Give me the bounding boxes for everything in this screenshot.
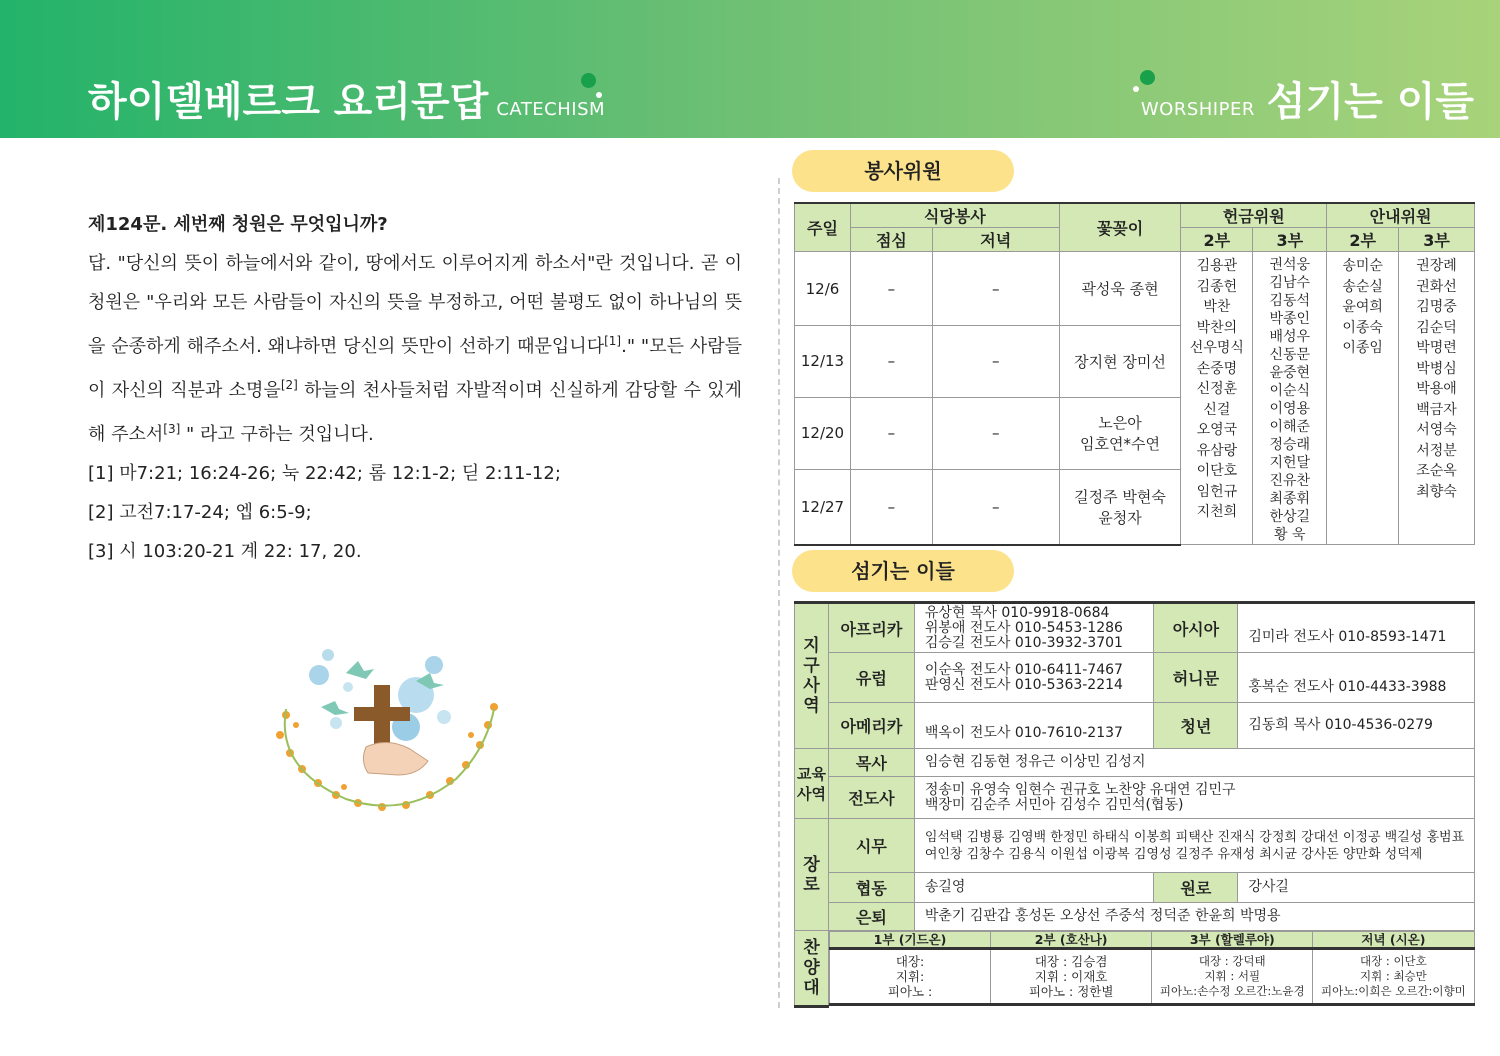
- asia-info: 김미라 전도사 010-8593-1471: [1238, 603, 1475, 653]
- choir-name: 1부 (기드온): [829, 932, 990, 949]
- row-flower: 장지현 장미선: [1059, 326, 1181, 398]
- row-date: 12/13: [795, 326, 851, 398]
- worshiper-subtitle: WORSHIPER: [1140, 99, 1255, 120]
- america-info: 백옥이 전도사 010-7610-2137: [914, 703, 1154, 749]
- header-right-title: [1141, 70, 1474, 127]
- header-week: 주일: [795, 203, 851, 252]
- header-lunch: 점심: [850, 228, 932, 252]
- row-dinner: –: [932, 326, 1059, 398]
- header-dinner: 저녁: [932, 228, 1059, 252]
- choir-info: 대장: 지휘: 피아노 :: [829, 949, 990, 1005]
- reference-line: [3] 시 103:20-21 계 22: 17, 20.: [88, 541, 362, 562]
- row-lunch: –: [850, 397, 932, 469]
- catechism-answer: [88, 244, 742, 454]
- worshiper-title: 섬기는 이들: [1266, 79, 1474, 125]
- page-divider: [778, 178, 780, 1008]
- header-flower: 꽃꽂이: [1059, 203, 1181, 252]
- evangelist-label: 전도사: [828, 777, 914, 819]
- row-flower: 길정주 박현숙 윤청자: [1059, 469, 1181, 544]
- answer-text: 하늘의 천사들처럼 자발적이며 신실하게 감당할 수 있게 해 주소서: [88, 380, 742, 445]
- row-lunch: –: [850, 252, 932, 326]
- choir-label: 찬 양 대: [795, 931, 829, 1007]
- africa-label: 아프리카: [828, 603, 914, 653]
- coop-elder-label: 협동: [828, 873, 914, 903]
- choir-table: [829, 931, 1475, 1006]
- coop-elder: 송길영: [914, 873, 1154, 903]
- pastors-list: 임승현 김동현 정유근 이상민 김성지: [914, 749, 1474, 777]
- page-header: [0, 0, 1500, 138]
- choir-name: 2부 (호산나): [991, 932, 1152, 949]
- row-date: 12/27: [795, 469, 851, 544]
- active-elder-label: 시무: [828, 819, 914, 873]
- header-offering-3bu: 3부: [1253, 228, 1327, 252]
- row-dinner: –: [932, 397, 1059, 469]
- footnote-mark: [3]: [163, 422, 181, 436]
- guide-2bu-list: 송미순 송순실 윤여희 이종숙 이종임: [1327, 252, 1399, 545]
- cross-illustration: [266, 645, 516, 815]
- row-flower: 노은아 임호연*수연: [1059, 397, 1181, 469]
- retired-elder-label: 은퇴: [828, 903, 914, 931]
- volunteers-table: [794, 202, 1475, 546]
- answer-text: ." "모든 사람들이 자신의 직분과 소명을: [88, 336, 742, 401]
- header-guide-3bu: 3부: [1399, 228, 1475, 252]
- servers-table: [794, 601, 1475, 1008]
- europe-label: 유럽: [828, 653, 914, 703]
- america-label: 아메리카: [828, 703, 914, 749]
- row-date: 12/20: [795, 397, 851, 469]
- district-label: 지 구 사 역: [795, 603, 829, 749]
- active-elders-list: 임석택 김병룡 김영백 한정민 하태식 이봉희 피택산 진재식 강정희 강대선 이정공 백길성 홍범표 여인창 김창수 김용식 이원섭 이광복 김영성 길정주 유재성 최시균 강사돈 양만화 성덕제: [914, 819, 1474, 873]
- row-date: 12/6: [795, 252, 851, 326]
- row-dinner: –: [932, 252, 1059, 326]
- reference-line: [2] 고전7:17-24; 엡 6:5-9;: [88, 502, 312, 523]
- education-label: 교육 사역: [795, 749, 829, 819]
- choir-info: 대장 : 강덕태 지휘 : 서필 피아노:손수정 오르간:노윤경: [1152, 949, 1313, 1005]
- header-guide: 안내위원: [1327, 203, 1475, 228]
- row-dinner: –: [932, 469, 1059, 544]
- green-dot-icon: [581, 73, 596, 88]
- answer-text: " 라고 구하는 것입니다.: [180, 424, 374, 445]
- choir-name: 저녁 (시온): [1313, 932, 1474, 949]
- retired-elders-list: 박춘기 김판갑 홍성돈 오상선 주중석 정덕준 한윤희 박명용: [914, 903, 1474, 931]
- volunteers-title: 봉사위원: [792, 150, 1014, 192]
- honeymoon-info: 홍복순 전도사 010-4433-3988: [1238, 653, 1475, 703]
- reference-line: [1] 마7:21; 16:24-26; 눅 22:42; 롬 12:1-2; 딛 2:11-12;: [88, 463, 561, 484]
- header-offering: 헌금위원: [1181, 203, 1327, 228]
- offering-3bu-list: 권석웅 김남수 김동석 박종인 배성우 신동문 윤중현 이순식 이영용 이해준 정승래 지헌달 진유찬 최종휘 한상길 황 욱: [1253, 252, 1327, 545]
- row-lunch: –: [850, 326, 932, 398]
- choir-name: 3부 (할렐루야): [1152, 932, 1313, 949]
- africa-info: 유상현 목사 010-9918-0684 위봉애 전도사 010-5453-1286 김승길 전도사 010-3932-3701: [914, 603, 1154, 653]
- header-meal: 식당봉사: [850, 203, 1059, 228]
- pastor-label: 목사: [828, 749, 914, 777]
- honor-elder: 강사길: [1238, 873, 1475, 903]
- row-lunch: –: [850, 469, 932, 544]
- guide-3bu-list: 권장례 권화선 김명중 김순덕 박명련 박병심 박용애 백금자 서영숙 서정분 조순옥 최향숙: [1399, 252, 1475, 545]
- header-offering-2bu: 2부: [1181, 228, 1253, 252]
- table-row: [795, 252, 1475, 326]
- youth-label: 청년: [1154, 703, 1238, 749]
- footnote-mark: [2]: [280, 378, 298, 392]
- answer-text: 답. "당신의 뜻이 하늘에서와 같이, 땅에서도 이루어지게 하소서"란 것입니다. 곧 이 청원은 "우리와 모든 사람들이 자신의 뜻을 부정하고, 어떤 불평도 없이 하나님의 뜻을 순종하게 해주소서. 왜냐하면 당신의 뜻만이 선하기 때문입니다: [88, 253, 742, 357]
- catechism-section: [88, 205, 742, 571]
- honor-elder-label: 원로: [1154, 873, 1238, 903]
- elder-label: 장 로: [795, 819, 829, 931]
- choir-info: 대장 : 김승겸 지휘 : 이재호 피아노 : 정한별: [991, 949, 1152, 1005]
- offering-2bu-list: 김용관 김종헌 박찬 박찬의 선우명식 손중명 신정훈 신걸 오영국 유삼랑 이단호 임헌규 지천희: [1181, 252, 1253, 545]
- servers-title: 섬기는 이들: [792, 550, 1014, 592]
- white-dot-icon: [596, 92, 602, 98]
- row-flower: 곽성욱 종현: [1059, 252, 1181, 326]
- header-left-title: [88, 70, 605, 127]
- header-guide-2bu: 2부: [1327, 228, 1399, 252]
- catechism-subtitle: CATECHISM: [496, 99, 606, 120]
- catechism-title: 하이델베르크 요리문답: [88, 79, 489, 125]
- catechism-question: 제124문. 세번째 청원은 무엇입니까?: [88, 214, 388, 235]
- honeymoon-label: 허니문: [1154, 653, 1238, 703]
- europe-info: 이순옥 전도사 010-6411-7467 판영신 전도사 010-5363-2214: [914, 653, 1154, 703]
- asia-label: 아시아: [1154, 603, 1238, 653]
- youth-info: 김동희 목사 010-4536-0279: [1238, 703, 1475, 749]
- evangelists-list: 정송미 유영숙 임현수 권규호 노찬양 유대연 김민구 백장미 김순주 서민아 김성수 김민석(협동): [914, 777, 1474, 819]
- footnote-mark: [1]: [604, 334, 622, 348]
- choir-info: 대장 : 이단호 지휘 : 최승만 피아노:이희은 오르간:이향미: [1313, 949, 1474, 1005]
- white-dot-icon: [1133, 86, 1139, 92]
